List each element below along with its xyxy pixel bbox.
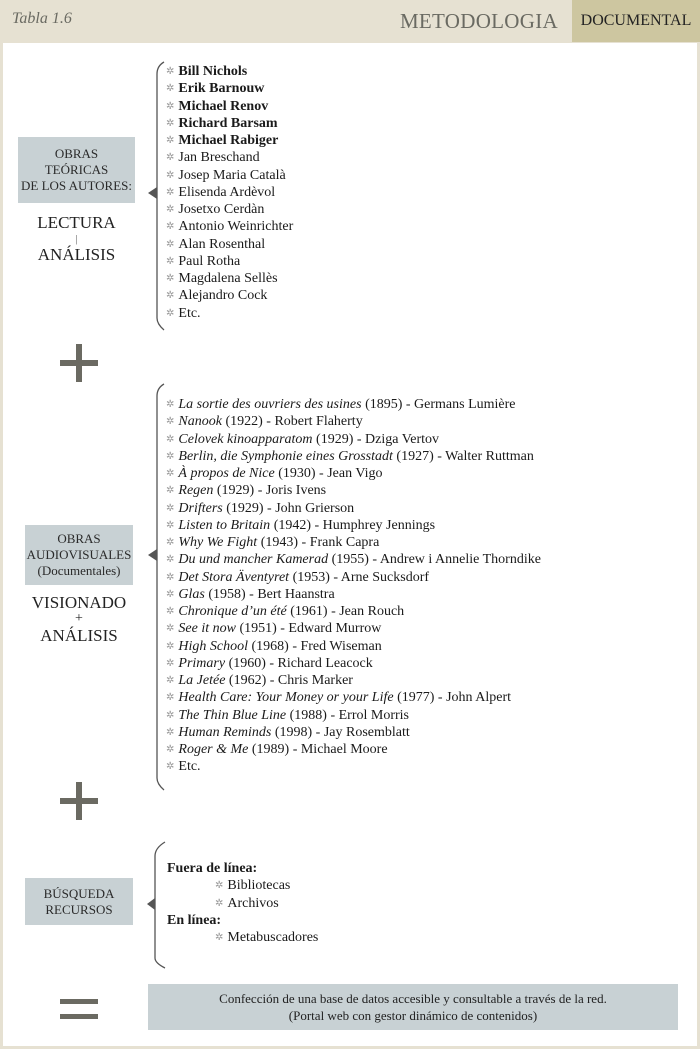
- sub-line: |: [75, 233, 78, 245]
- list-item: [166, 218, 293, 235]
- equals-icon-bottom: [60, 1014, 98, 1019]
- star-bullet-icon: ✲: [166, 186, 175, 198]
- arrow-3: [147, 898, 155, 910]
- author-name: Elisenda Ardèvol: [178, 184, 276, 200]
- star-bullet-icon: ✲: [166, 468, 175, 479]
- film-details: (1958) - Bert Haanstra: [204, 586, 335, 602]
- list-item: [166, 500, 541, 517]
- sub-line: +: [75, 611, 83, 626]
- author-name: Bill Nichols: [178, 64, 248, 79]
- list-item: [167, 929, 318, 946]
- star-bullet-icon: ✲: [215, 880, 224, 892]
- tab-documental: DOCUMENTAL: [572, 0, 700, 42]
- film-details: (1895) - Germans Lumière: [361, 397, 516, 412]
- sub-line: LECTURA: [37, 213, 116, 232]
- film-title: Health Care: Your Money or your Life: [178, 690, 394, 706]
- sub-line: VISIONADO: [31, 593, 127, 612]
- star-bullet-icon: ✲: [166, 502, 175, 514]
- star-bullet-icon: ✲: [166, 135, 175, 146]
- list-item: [166, 448, 541, 465]
- film-title: Listen to Britain: [178, 517, 271, 533]
- film-details: (1955) - Andrew i Annelie Thorndike: [328, 552, 541, 568]
- film-title: La Jetée: [178, 673, 226, 688]
- sub-line: ANÁLISIS: [40, 626, 118, 645]
- film-title: À propos de Nice: [178, 466, 275, 481]
- list-item: [166, 551, 541, 568]
- box-line: TEÓRICAS: [44, 162, 109, 177]
- author-name: Magdalena Sellès: [178, 271, 278, 286]
- film-details: Etc.: [178, 759, 201, 775]
- list-item: [166, 253, 293, 270]
- table-label: Tabla 1.6: [12, 10, 72, 27]
- star-bullet-icon: ✲: [166, 623, 175, 635]
- list-item: [166, 184, 293, 201]
- author-name: Josep Maria Català: [178, 167, 286, 183]
- label-box-obras-audiovisuales: [25, 525, 133, 585]
- film-title: Chronique d’un été: [178, 604, 287, 619]
- bracket-1: [157, 62, 164, 330]
- author-name: Paul Rotha: [178, 253, 241, 269]
- list-item: [167, 877, 318, 894]
- star-bullet-icon: ✲: [166, 290, 175, 302]
- film-title: Primary: [178, 655, 226, 671]
- list-item: [166, 270, 293, 287]
- list-item: [166, 534, 541, 551]
- star-bullet-icon: ✲: [166, 204, 175, 215]
- film-title: Human Reminds: [178, 724, 272, 740]
- film-title: Why We Fight: [178, 535, 258, 550]
- item-text: Bibliotecas: [227, 878, 291, 894]
- film-title: Celovek kinoapparatom: [178, 431, 313, 447]
- film-title: Du und mancher Kamerad: [178, 552, 329, 568]
- author-name: Erik Barnouw: [178, 81, 265, 97]
- list-item: [166, 201, 293, 218]
- star-bullet-icon: ✲: [166, 744, 175, 755]
- sublabel-visionado-analisis: [25, 593, 133, 645]
- list-item: [166, 482, 541, 499]
- film-details: (1942) - Humphrey Jennings: [270, 517, 436, 533]
- label-box-busqueda-recursos: [25, 878, 133, 925]
- box-line: RECURSOS: [45, 901, 113, 917]
- list-item: [166, 236, 293, 253]
- list-item: [166, 741, 541, 758]
- star-bullet-icon: ✲: [166, 554, 175, 566]
- list-item: [166, 465, 541, 482]
- star-bullet-icon: ✲: [166, 571, 175, 583]
- box-line: BÚSQUEDA: [43, 885, 115, 901]
- authors-list: [166, 63, 293, 322]
- star-bullet-icon: ✲: [166, 238, 175, 250]
- film-details: (1922) - Robert Flaherty: [221, 414, 363, 430]
- author-name: Josetxo Cerdàn: [178, 202, 265, 217]
- film-title: Nanook: [178, 414, 222, 430]
- item-text: Archivos: [227, 895, 279, 911]
- film-details: (1977) - John Alpert: [393, 690, 512, 706]
- film-title: Regen: [178, 483, 214, 499]
- film-details: (1961) - Jean Rouch: [286, 604, 405, 619]
- star-bullet-icon: ✲: [215, 932, 224, 943]
- list-item: [166, 620, 541, 637]
- list-item: [166, 586, 541, 603]
- star-bullet-icon: ✲: [166, 66, 175, 77]
- film-details: (1988) - Errol Morris: [286, 707, 409, 723]
- result-box: [148, 984, 678, 1030]
- author-name: Alejandro Cock: [178, 288, 268, 304]
- film-title: Det Stora Äventyret: [178, 569, 290, 585]
- plus-icon: [60, 344, 98, 382]
- star-bullet-icon: ✲: [166, 152, 175, 164]
- box-line: DE LOS AUTORES:: [21, 178, 132, 193]
- list-item: [166, 115, 293, 132]
- bracket-3: [155, 842, 165, 968]
- list-item: [166, 517, 541, 534]
- star-bullet-icon: ✲: [166, 450, 175, 462]
- box-line: (Documentales): [37, 563, 121, 578]
- star-bullet-icon: ✲: [166, 273, 175, 284]
- section-title: METODOLOGIA: [399, 9, 558, 33]
- star-bullet-icon: ✲: [166, 485, 175, 497]
- film-details: (1953) - Arne Sucksdorf: [289, 569, 430, 585]
- film-details: (1927) - Walter Ruttman: [392, 448, 534, 464]
- arrow-2: [148, 549, 157, 561]
- sublabel-lectura-analisis: [18, 213, 135, 265]
- list-item: [166, 63, 293, 80]
- list-item: [166, 707, 541, 724]
- star-bullet-icon: ✲: [166, 726, 175, 738]
- film-details: (1929) - Joris Ivens: [213, 483, 327, 499]
- star-bullet-icon: ✲: [166, 307, 175, 319]
- list-item: [166, 98, 293, 115]
- film-title: La sortie des ouvriers des usines: [178, 397, 362, 412]
- list-item: [166, 305, 293, 322]
- star-bullet-icon: ✲: [166, 255, 175, 267]
- label-box-obras-teoricas: [18, 137, 135, 203]
- star-bullet-icon: ✲: [166, 221, 175, 233]
- result-line: Confección de una base de datos accesible y consultable a través de la red.: [219, 991, 607, 1006]
- star-bullet-icon: ✲: [166, 83, 175, 95]
- star-bullet-icon: ✲: [215, 897, 224, 909]
- list-item: [166, 603, 541, 620]
- star-bullet-icon: ✲: [166, 761, 175, 773]
- star-bullet-icon: ✲: [166, 640, 175, 652]
- list-item: [166, 167, 293, 184]
- film-title: Berlin, die Symphonie eines Grosstadt: [178, 448, 393, 464]
- author-name: Etc.: [178, 305, 201, 321]
- film-details: (1960) - Richard Leacock: [225, 655, 373, 671]
- star-bullet-icon: ✲: [166, 606, 175, 617]
- box-line: AUDIOVISUALES: [26, 547, 132, 562]
- result-line: (Portal web con gestor dinámico de contenidos): [288, 1008, 538, 1023]
- star-bullet-icon: ✲: [166, 709, 175, 721]
- film-title: The Thin Blue Line: [178, 707, 287, 723]
- sub-line: ANÁLISIS: [37, 245, 116, 264]
- item-text: Metabuscadores: [227, 930, 319, 945]
- film-details: (1989) - Michael Moore: [248, 742, 388, 757]
- film-details: (1930) - Jean Vigo: [274, 466, 383, 481]
- bracket-2: [157, 384, 164, 790]
- film-details: (1943) - Frank Capra: [257, 535, 380, 550]
- list-item: [167, 895, 318, 912]
- film-details: (1929) - John Grierson: [222, 500, 355, 516]
- film-title: Glas: [178, 586, 205, 602]
- list-item: [166, 569, 541, 586]
- films-list: [166, 396, 541, 776]
- film-details: (1951) - Edward Murrow: [235, 621, 382, 637]
- film-title: Roger & Me: [178, 742, 249, 757]
- list-item: [166, 638, 541, 655]
- film-details: (1968) - Fred Wiseman: [248, 638, 382, 654]
- list-item: [166, 689, 541, 706]
- film-title: High School: [178, 638, 248, 654]
- star-bullet-icon: ✲: [166, 399, 175, 410]
- box-line: OBRAS: [57, 531, 101, 546]
- star-bullet-icon: ✲: [166, 588, 175, 600]
- resources-list: [167, 860, 318, 946]
- author-name: Michael Rabiger: [178, 133, 279, 148]
- star-bullet-icon: ✲: [166, 433, 175, 445]
- star-bullet-icon: ✲: [166, 100, 175, 112]
- list-item: [166, 413, 541, 430]
- plus-icon: [60, 782, 98, 820]
- film-details: (1998) - Jay Rosemblatt: [271, 724, 410, 740]
- star-bullet-icon: ✲: [166, 657, 175, 669]
- list-item: [166, 287, 293, 304]
- box-line: OBRAS: [54, 146, 99, 161]
- star-bullet-icon: ✲: [166, 692, 175, 704]
- list-item: [166, 758, 541, 775]
- star-bullet-icon: ✲: [166, 169, 175, 181]
- star-bullet-icon: ✲: [166, 416, 175, 428]
- offline-heading: Fuera de línea:: [167, 861, 258, 876]
- star-bullet-icon: ✲: [166, 537, 175, 548]
- list-item: [166, 149, 293, 166]
- list-item: [166, 724, 541, 741]
- list-item: [166, 672, 541, 689]
- list-item: [166, 431, 541, 448]
- author-name: Michael Renov: [178, 98, 269, 114]
- list-item: [166, 655, 541, 672]
- author-name: Jan Breschand: [178, 150, 260, 166]
- arrow-1: [148, 187, 157, 199]
- star-bullet-icon: ✲: [166, 519, 175, 531]
- film-title: See it now: [178, 621, 236, 637]
- star-bullet-icon: ✲: [166, 675, 175, 686]
- list-item: [166, 80, 293, 97]
- film-details: (1929) - Dziga Vertov: [312, 431, 440, 447]
- list-item: [166, 396, 541, 413]
- film-details: (1962) - Chris Marker: [225, 673, 353, 688]
- author-name: Antonio Weinrichter: [178, 219, 294, 235]
- film-title: Drifters: [178, 500, 223, 516]
- equals-icon-top: [60, 999, 98, 1004]
- star-bullet-icon: ✲: [166, 117, 175, 129]
- author-name: Alan Rosenthal: [178, 236, 266, 252]
- online-heading: En línea:: [167, 912, 222, 928]
- list-item: [166, 132, 293, 149]
- author-name: Richard Barsam: [178, 115, 278, 131]
